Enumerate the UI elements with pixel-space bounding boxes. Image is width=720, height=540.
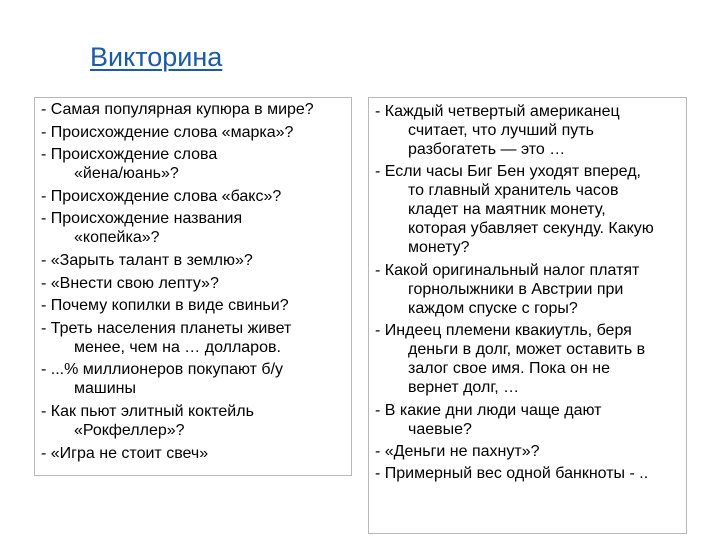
question-item <box>369 102 686 159</box>
question-item <box>35 145 351 183</box>
question-item <box>35 444 351 463</box>
question-line: - В какие дни люди чаще дают <box>375 401 602 419</box>
question-item <box>35 187 351 206</box>
question-line: - Как пьют элитный коктейль <box>41 402 254 420</box>
question-line: - Почему копилки в виде свиньи? <box>41 297 289 315</box>
question-line: - «Деньги не пахнут»? <box>375 442 540 460</box>
question-item <box>369 162 686 257</box>
right-question-list <box>369 98 686 483</box>
question-line: - «Зарыть талант в землю»? <box>41 251 253 269</box>
question-item <box>35 274 351 293</box>
left-question-list <box>35 98 351 463</box>
question-item <box>35 100 351 119</box>
question-line: - Происхождение слова <box>41 146 218 164</box>
question-line: горнолыжники в Австрии при <box>408 280 624 298</box>
question-line: «копейка»? <box>74 229 160 247</box>
question-line: менее, чем на … долларов. <box>74 338 281 356</box>
question-line: - Какой оригинальный налог платят <box>375 261 640 279</box>
question-line: - Происхождение слова «марка»? <box>41 123 294 141</box>
question-line: - Происхождение слова «бакс»? <box>41 187 282 205</box>
question-line: которая убавляет секунду. Какую <box>408 220 654 238</box>
question-item <box>35 251 351 270</box>
question-line: - Происхождение названия <box>41 210 243 228</box>
question-line: монету? <box>408 239 470 257</box>
question-line: машины <box>74 380 137 398</box>
question-line: «йена/юань»? <box>74 165 179 183</box>
question-line: - «Внести свою лепту»? <box>41 274 219 292</box>
question-line: вернет долг, … <box>408 379 520 397</box>
question-line: - «Игра не стоит свеч» <box>41 444 209 462</box>
question-item <box>35 123 351 142</box>
question-line: то главный хранитель часов <box>408 182 619 200</box>
question-item <box>369 261 686 318</box>
question-item <box>35 319 351 357</box>
question-item <box>369 321 686 397</box>
page-title: Викторина <box>90 42 223 72</box>
question-line: «Рокфеллер»? <box>74 421 185 439</box>
question-line: деньги в долг, может оставить в <box>408 341 646 359</box>
question-line: - Примерный вес одной банкноты - .. <box>375 465 649 483</box>
question-line: считает, что лучший путь <box>408 122 594 139</box>
question-item <box>369 464 686 483</box>
question-line: разбогатеть — это … <box>408 141 566 158</box>
question-line: - Самая популярная купюра в мире? <box>41 101 314 118</box>
question-item <box>369 442 686 461</box>
question-line: - Треть населения планеты живет <box>41 319 292 337</box>
left-question-box <box>34 97 352 476</box>
question-item <box>35 360 351 398</box>
question-line: - Индеец племени квакиутль, беря <box>375 322 632 340</box>
question-line: - Если часы Биг Бен уходят вперед, <box>375 163 641 181</box>
right-question-box <box>368 97 687 534</box>
question-line: - Каждый четвертый американец <box>375 103 620 120</box>
question-line: кладет на маятник монету, <box>408 201 606 219</box>
question-line: - ...% миллионеров покупают б/у <box>41 361 284 379</box>
question-item <box>369 401 686 439</box>
question-line: каждом спуске с горы? <box>408 299 578 317</box>
question-line: чаевые? <box>408 420 472 438</box>
question-item <box>35 209 351 247</box>
question-item <box>35 402 351 440</box>
question-item <box>35 296 351 315</box>
question-line: залог свое имя. Пока он не <box>408 360 610 378</box>
